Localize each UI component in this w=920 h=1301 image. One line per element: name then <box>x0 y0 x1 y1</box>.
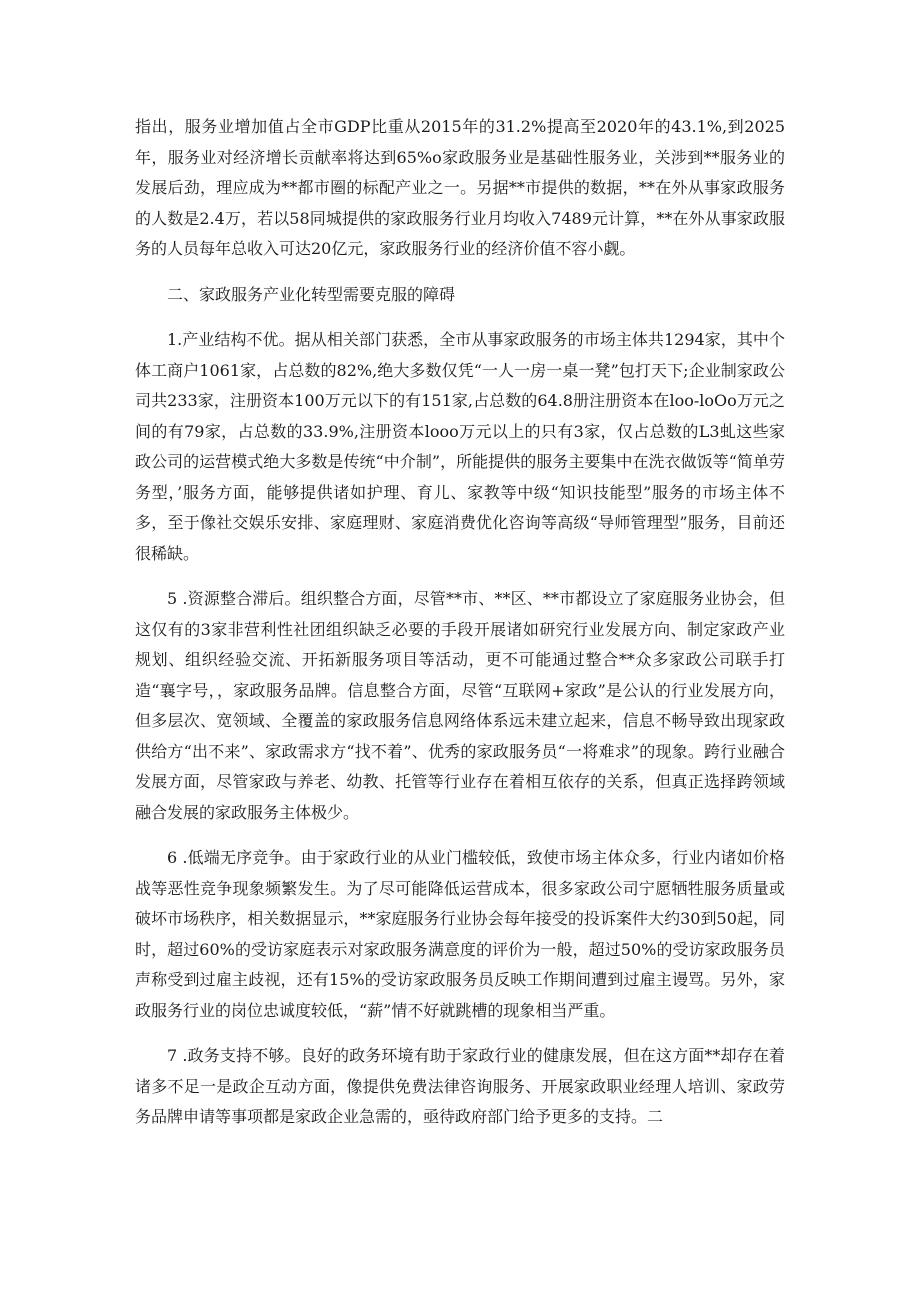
document-page <box>135 112 785 1133</box>
section-heading-obstacles: 二、家政服务产业化转型需要克服的障碍 <box>167 284 456 304</box>
paragraph-industry-structure: 1.产业结构不优。据从相关部门获悉，全市从事家政服务的市场主体共1294家，其中个体工商户1061家，占总数的82%,绝大多数仅凭“一人一房一桌一凳”包打天下;企业制家政公司共233家，注册资本100万元以下的有151家,占总数的64.8册注册资本在loo-loOo万元之间的有79家，占总数的33.9%,注册资本looo万元以上的只有3家，仅占总数的L3虬这些家政公司的运营模式绝大多数是传统“中介制”，所能提供的服务主要集中在洗衣做饭等“简单劳务型，’服务方面，能够提供诸如护理、育儿、家教等中级“知识技能型”服务的市场主体不多，至于像社交娱乐安排、家庭理财、家庭消费优化咨询等高级“导师管理型”服务，目前还很稀缺。 <box>135 330 785 563</box>
paragraph-gdp-service-industry: 指出，服务业增加值占全市GDP比重从2015年的31.2%提高至2020年的43.1%,到2025年，服务业对经济增长贡献率将达到65%o家政服务业是基础性服务业，关涉到**服务业的发展后劲，理应成为**都市圈的标配产业之一。另据**市提供的数据，**在外从事家政服务的人数是2.4万，若以58同城提供的家政服务行业月均收入7489元计算，**在外从事家政服务的人员每年总收入可达20亿元，家政服务行业的经济价值不容小觑。 <box>135 117 785 258</box>
paragraph-government-support: 7 .政务支持不够。良好的政务环境有助于家政行业的健康发展，但在这方面**却存在着诸多不足一是政企互动方面，像提供免费法律咨询服务、开展家政职业经理人培训、家政劳务品牌申请等事项都是家政企业急需的，亟待政府部门给予更多的支持。二 <box>135 1046 785 1126</box>
paragraph-low-end-competition: 6 .低端无序竞争。由于家政行业的从业门槛较低，致使市场主体众多，行业内诸如价格战等恶性竞争现象频繁发生。为了尽可能降低运营成本，很多家政公司宁愿牺牲服务质量或破坏市场秩序，相关数据显示，**家庭服务行业协会每年接受的投诉案件大约30到50起，同时，超过60%的受访家庭表示对家政服务满意度的评价为一般，超过50%的受访家政服务员声称受到过雇主歧视，还有15%的受访家政服务员反映工作期间遭到过雇主谩骂。另外，家政服务行业的岗位忠诚度较低，“薪”情不好就跳槽的现象相当严重。 <box>135 848 785 1020</box>
paragraph-resource-integration: 5 .资源整合滞后。组织整合方面，尽管**市、**区、**市都设立了家庭服务业协会，但这仅有的3家非营利性社团组织缺乏必要的手段开展诸如研究行业发展方向、制定家政产业规划、组织经验交流、开拓新服务项目等活动，更不可能通过整合**众多家政公司联手打造“襄字号，，家政服务品牌。信息整合方面，尽管“互联网+家政”是公认的行业发展方向，但多层次、宽领域、全覆盖的家政服务信息网络体系远未建立起来，信息不畅导致出现家政供给方“出不来”、家政需求方“找不着”、优秀的家政服务员“一将难求”的现象。跨行业融合发展方面，尽管家政与养老、幼教、托管等行业存在着相互依存的关系，但真正选择跨领域融合发展的家政服务主体极少。 <box>135 589 785 822</box>
